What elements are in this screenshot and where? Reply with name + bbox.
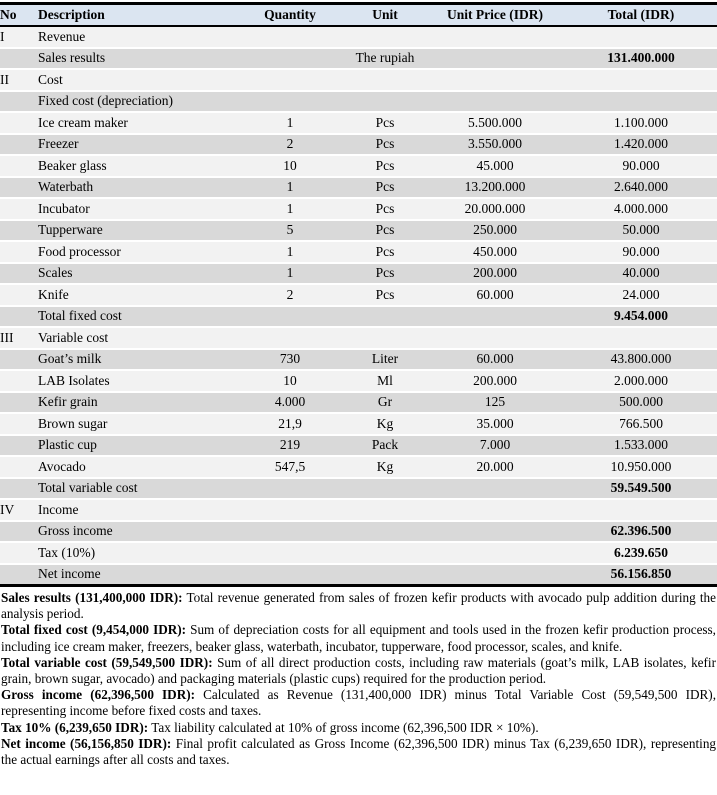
cell-quantity: 5	[235, 220, 345, 242]
cell-no	[0, 263, 38, 285]
cell-description: Scales	[38, 263, 235, 285]
cell-no	[0, 134, 38, 156]
footnote: Total fixed cost (9,454,000 IDR): Sum of depreciation costs for all equipment and tools used in the frozen kefir production process, including ice cream maker, freezers, beaker glass, waterbath, incubator, tupperware, food processor, scales, and knife.	[1, 622, 716, 654]
cell-total: 24.000	[565, 284, 717, 306]
cell-description: Knife	[38, 284, 235, 306]
cell-unit: Pcs	[345, 112, 425, 134]
cell-unit: Pcs	[345, 177, 425, 199]
table-row	[0, 392, 717, 414]
cell-total: 1.100.000	[565, 112, 717, 134]
cell-unit	[345, 91, 425, 113]
cell-unit: Kg	[345, 456, 425, 478]
cell-total	[565, 69, 717, 91]
table-row	[0, 564, 717, 586]
table-row	[0, 155, 717, 177]
cell-no	[0, 478, 38, 500]
footnote-lead: Sales results (131,400,000 IDR):	[1, 590, 183, 605]
cell-quantity: 10	[235, 370, 345, 392]
cell-quantity	[235, 542, 345, 564]
cell-description: Freezer	[38, 134, 235, 156]
cell-unit	[345, 327, 425, 349]
table-row	[0, 198, 717, 220]
table-row	[0, 542, 717, 564]
cell-total: 43.800.000	[565, 349, 717, 371]
cell-total	[565, 91, 717, 113]
table-row	[0, 69, 717, 91]
footnote-lead: Gross income (62,396,500 IDR):	[1, 687, 196, 703]
footnote-lead: Net income (56,156,850 IDR):	[1, 735, 172, 751]
cell-total: 56.156.850	[565, 564, 717, 586]
cell-unit_price	[425, 542, 565, 564]
cell-description: Plastic cup	[38, 435, 235, 457]
column-header-no: No	[0, 4, 38, 27]
column-header-description: Description	[38, 4, 235, 27]
cell-total: 90.000	[565, 241, 717, 263]
cell-unit_price: 200.000	[425, 263, 565, 285]
cell-description: Cost	[38, 69, 235, 91]
column-header-quantity: Quantity	[235, 4, 345, 27]
cell-description: Fixed cost (depreciation)	[38, 91, 235, 113]
table-row	[0, 413, 717, 435]
table-row	[0, 370, 717, 392]
table-row	[0, 134, 717, 156]
cell-quantity	[235, 499, 345, 521]
table-row	[0, 478, 717, 500]
cell-no	[0, 413, 38, 435]
cell-no	[0, 241, 38, 263]
cell-quantity	[235, 327, 345, 349]
table-row	[0, 435, 717, 457]
cell-no	[0, 542, 38, 564]
cell-total: 90.000	[565, 155, 717, 177]
cell-unit	[345, 306, 425, 328]
cell-description: Income	[38, 499, 235, 521]
cell-total	[565, 26, 717, 48]
cell-unit_price: 125	[425, 392, 565, 414]
cell-no	[0, 155, 38, 177]
cell-no	[0, 177, 38, 199]
table-row	[0, 349, 717, 371]
cell-unit	[345, 499, 425, 521]
cell-quantity: 21,9	[235, 413, 345, 435]
cell-quantity: 2	[235, 284, 345, 306]
cell-unit_price: 450.000	[425, 241, 565, 263]
cell-description: LAB Isolates	[38, 370, 235, 392]
cell-total: 131.400.000	[565, 48, 717, 70]
cell-total: 6.239.650	[565, 542, 717, 564]
footnote-lead: Tax 10% (6,239,650 IDR):	[1, 719, 149, 735]
cell-description: Variable cost	[38, 327, 235, 349]
cell-unit: Pcs	[345, 241, 425, 263]
cell-unit: Pcs	[345, 284, 425, 306]
cell-unit	[345, 69, 425, 91]
table-row	[0, 284, 717, 306]
cell-quantity	[235, 91, 345, 113]
cell-total: 40.000	[565, 263, 717, 285]
footnote: Gross income (62,396,500 IDR): Calculated as Revenue (131,400,000 IDR) minus Total Variable Cost (59,549,500 IDR), representing income before fixed costs and taxes.	[1, 687, 716, 719]
cell-total: 1.533.000	[565, 435, 717, 457]
cell-description: Avocado	[38, 456, 235, 478]
cell-quantity: 1	[235, 177, 345, 199]
cell-unit	[345, 521, 425, 543]
footnote: Net income (56,156,850 IDR): Final profit calculated as Gross Income (62,396,500 IDR) minus Tax (6,239,650 IDR), representing the actual earnings after all costs and taxes.	[1, 735, 717, 768]
cell-no	[0, 435, 38, 457]
cell-description: Waterbath	[38, 177, 235, 199]
table-header	[0, 4, 717, 27]
cell-no	[0, 349, 38, 371]
cell-quantity: 1	[235, 241, 345, 263]
cell-unit: Gr	[345, 392, 425, 414]
cell-unit_price: 35.000	[425, 413, 565, 435]
cell-description: Revenue	[38, 26, 235, 48]
cell-quantity	[235, 48, 345, 70]
cell-total: 10.950.000	[565, 456, 717, 478]
cell-no: I	[0, 26, 38, 48]
cell-quantity	[235, 478, 345, 500]
cell-description: Kefir grain	[38, 392, 235, 414]
cell-unit_price	[425, 69, 565, 91]
cell-description: Food processor	[38, 241, 235, 263]
cell-total: 2.640.000	[565, 177, 717, 199]
cell-unit: Pack	[345, 435, 425, 457]
footnote-lead: Total fixed cost (9,454,000 IDR):	[1, 622, 187, 638]
cell-unit: Liter	[345, 349, 425, 371]
cell-quantity: 730	[235, 349, 345, 371]
cell-description: Ice cream maker	[38, 112, 235, 134]
cell-unit	[345, 478, 425, 500]
cell-unit	[345, 542, 425, 564]
footnote: Sales results (131,400,000 IDR): Total revenue generated from sales of frozen kefir products with avocado pulp addition during the analysis period.	[1, 590, 716, 622]
table-row	[0, 241, 717, 263]
cell-quantity: 1	[235, 263, 345, 285]
cell-description: Gross income	[38, 521, 235, 543]
table-row	[0, 306, 717, 328]
table-row	[0, 327, 717, 349]
cell-no	[0, 392, 38, 414]
table-row	[0, 521, 717, 543]
cell-unit_price: 45.000	[425, 155, 565, 177]
cell-unit_price: 200.000	[425, 370, 565, 392]
cell-unit_price: 20.000	[425, 456, 565, 478]
cell-unit_price	[425, 48, 565, 70]
cost-analysis-table	[0, 2, 717, 587]
table-row	[0, 26, 717, 48]
cell-unit_price	[425, 26, 565, 48]
table-row	[0, 91, 717, 113]
table-row	[0, 499, 717, 521]
cell-total: 500.000	[565, 392, 717, 414]
footnote-lead: Total variable cost (59,549,500 IDR):	[1, 654, 213, 670]
cell-quantity	[235, 306, 345, 328]
cell-no	[0, 456, 38, 478]
cell-unit_price	[425, 91, 565, 113]
cell-unit: Pcs	[345, 220, 425, 242]
cell-description: Total fixed cost	[38, 306, 235, 328]
cell-description: Sales results	[38, 48, 235, 70]
cell-unit_price: 60.000	[425, 349, 565, 371]
cell-unit: Ml	[345, 370, 425, 392]
column-header-unit: Unit	[345, 4, 425, 27]
cell-unit	[345, 564, 425, 586]
cell-description: Tax (10%)	[38, 542, 235, 564]
column-header-total: Total (IDR)	[565, 4, 717, 27]
cell-description: Tupperware	[38, 220, 235, 242]
cell-no	[0, 284, 38, 306]
cell-description: Brown sugar	[38, 413, 235, 435]
cell-unit: Pcs	[345, 263, 425, 285]
cell-unit_price	[425, 306, 565, 328]
cell-total: 50.000	[565, 220, 717, 242]
cell-quantity	[235, 521, 345, 543]
cell-quantity: 4.000	[235, 392, 345, 414]
cell-unit_price: 20.000.000	[425, 198, 565, 220]
cell-unit_price	[425, 478, 565, 500]
header-row	[0, 4, 717, 27]
cell-total: 4.000.000	[565, 198, 717, 220]
cell-unit_price	[425, 564, 565, 586]
table-row	[0, 456, 717, 478]
cell-unit: Pcs	[345, 134, 425, 156]
cost-table-body	[0, 26, 717, 586]
cell-total: 766.500	[565, 413, 717, 435]
cell-description: Beaker glass	[38, 155, 235, 177]
cell-total: 1.420.000	[565, 134, 717, 156]
cell-total	[565, 327, 717, 349]
table-row	[0, 263, 717, 285]
cell-unit_price: 7.000	[425, 435, 565, 457]
cell-quantity	[235, 69, 345, 91]
cell-no	[0, 521, 38, 543]
cell-no: IV	[0, 499, 38, 521]
cell-quantity: 1	[235, 112, 345, 134]
cell-no	[0, 91, 38, 113]
cell-quantity: 10	[235, 155, 345, 177]
cell-no	[0, 198, 38, 220]
cell-unit: Pcs	[345, 198, 425, 220]
cell-no	[0, 370, 38, 392]
cell-unit_price	[425, 521, 565, 543]
footnote: Total variable cost (59,549,500 IDR): Sum of all direct production costs, including raw materials (goat’s milk, LAB isolates, kefir grain, brown sugar, avocado) and packaging materials (plastic cups) required for the production period.	[1, 654, 716, 687]
cell-unit_price: 250.000	[425, 220, 565, 242]
table-row	[0, 220, 717, 242]
column-header-unit_price: Unit Price (IDR)	[425, 4, 565, 27]
footnotes	[1, 587, 716, 768]
cell-total: 62.396.500	[565, 521, 717, 543]
cell-no: III	[0, 327, 38, 349]
cell-total: 59.549.500	[565, 478, 717, 500]
cell-quantity: 2	[235, 134, 345, 156]
table-row	[0, 112, 717, 134]
cell-description: Net income	[38, 564, 235, 586]
cell-no	[0, 112, 38, 134]
cell-unit_price	[425, 327, 565, 349]
cell-quantity: 1	[235, 198, 345, 220]
cell-quantity	[235, 26, 345, 48]
cell-unit_price: 13.200.000	[425, 177, 565, 199]
cell-unit: The rupiah	[345, 48, 425, 70]
cell-no	[0, 564, 38, 586]
cell-quantity	[235, 564, 345, 586]
cell-no	[0, 48, 38, 70]
cell-no	[0, 306, 38, 328]
cell-total: 2.000.000	[565, 370, 717, 392]
table-row	[0, 48, 717, 70]
cell-unit: Kg	[345, 413, 425, 435]
cell-no: II	[0, 69, 38, 91]
cell-quantity: 219	[235, 435, 345, 457]
cell-total	[565, 499, 717, 521]
cell-description: Goat’s milk	[38, 349, 235, 371]
cell-unit_price	[425, 499, 565, 521]
cell-unit_price: 5.500.000	[425, 112, 565, 134]
cell-unit: Pcs	[345, 155, 425, 177]
footnote: Tax 10% (6,239,650 IDR): Tax liability calculated at 10% of gross income (62,396,500 IDR × 10%).	[1, 719, 539, 735]
cell-description: Incubator	[38, 198, 235, 220]
cell-total: 9.454.000	[565, 306, 717, 328]
table-row	[0, 177, 717, 199]
cell-unit_price: 3.550.000	[425, 134, 565, 156]
cell-unit	[345, 26, 425, 48]
cell-description: Total variable cost	[38, 478, 235, 500]
cell-unit_price: 60.000	[425, 284, 565, 306]
cell-no	[0, 220, 38, 242]
cell-quantity: 547,5	[235, 456, 345, 478]
